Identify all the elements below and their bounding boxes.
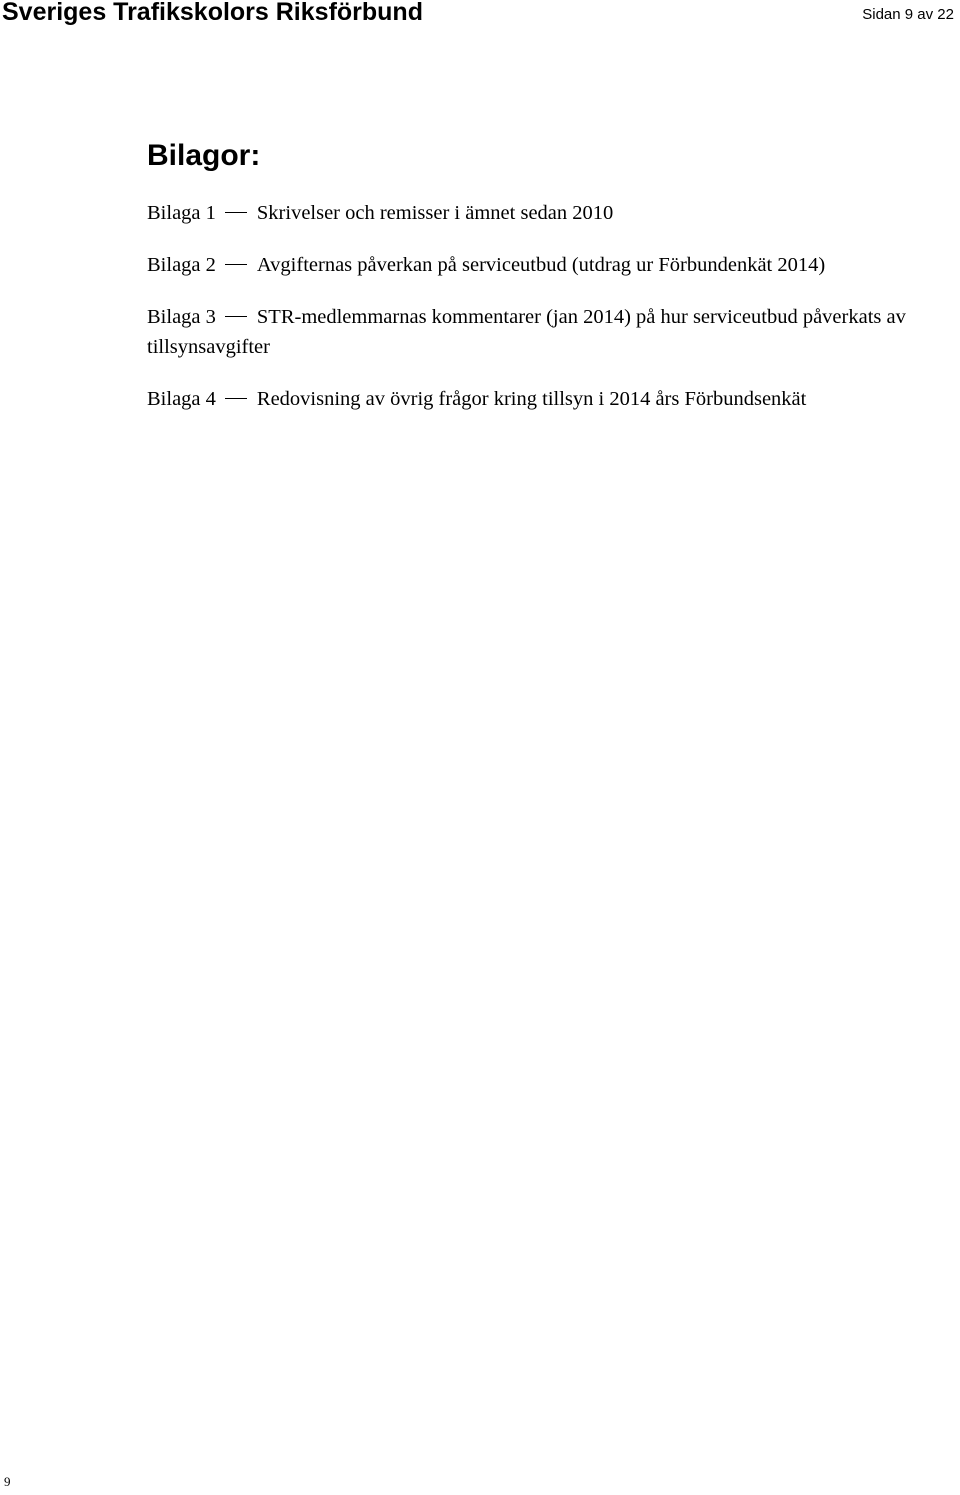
attachment-item-1 xyxy=(147,198,937,228)
attachment-list xyxy=(147,198,937,436)
attachment-item-4 xyxy=(147,384,937,414)
section-heading: Bilagor: xyxy=(147,139,261,172)
attachment-label: Bilaga 4 xyxy=(147,388,216,410)
attachment-text: Skrivelser och remisser i ämnet sedan 2010 xyxy=(256,202,614,224)
attachment-text: Avgifternas påverkan på serviceutbud (utdrag ur Förbundenkät 2014) xyxy=(256,254,826,276)
attachment-label: Bilaga 1 xyxy=(147,202,216,224)
page-counter: Sidan 9 av 22 xyxy=(862,6,954,23)
attachment-label: Bilaga 3 xyxy=(147,306,216,328)
dash-separator xyxy=(225,264,247,265)
footer-page-number: 9 xyxy=(4,1474,11,1489)
organization-name: Sveriges Trafikskolors Riksförbund xyxy=(2,0,423,26)
attachment-item-2 xyxy=(147,250,937,280)
attachment-text: Redovisning av övrig frågor kring tillsyn i 2014 års Förbundsenkät xyxy=(256,388,807,410)
attachment-item-3 xyxy=(147,302,937,362)
dash-separator xyxy=(225,316,247,317)
page-header xyxy=(0,0,960,32)
dash-separator xyxy=(225,398,247,399)
dash-separator xyxy=(225,212,247,213)
attachment-label: Bilaga 2 xyxy=(147,254,216,276)
attachment-text: STR-medlemmarnas kommentarer (jan 2014) på hur serviceutbud påverkats av tillsynsavgifter xyxy=(147,306,906,358)
